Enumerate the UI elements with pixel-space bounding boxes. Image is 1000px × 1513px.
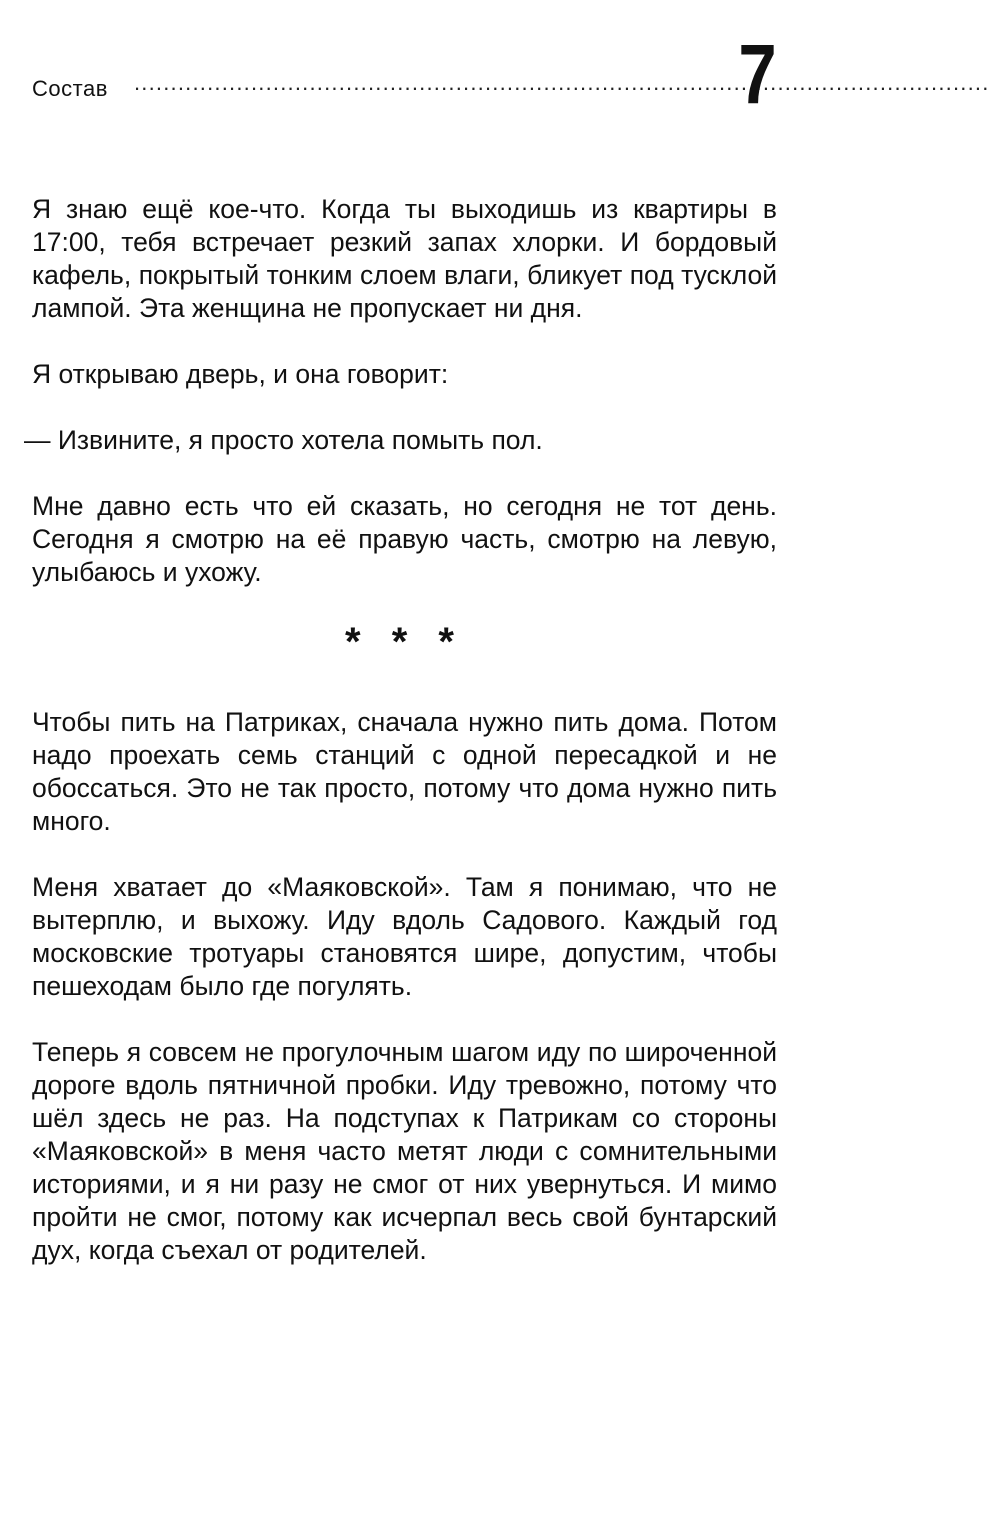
leader-dots: ..................................................................................................................... bbox=[134, 70, 990, 95]
section-title: Состав bbox=[32, 76, 108, 101]
page-body bbox=[24, 193, 777, 1300]
page-number: 7 bbox=[738, 27, 777, 121]
paragraph: Мне давно есть что ей сказать, но сегодня не тот день. Сегодня я смотрю на её правую часть, смотрю на левую, улыбаюсь и ухожу. bbox=[32, 491, 777, 587]
paragraph: Теперь я совсем не прогулочным шагом иду по широченной дороге вдоль пятничной пробки. Иду тревожно, потому что шёл здесь не раз. На подступах к Патрикам со стороны «Маяковской» в меня часто метят люди с сомнительными историями, и я ни разу не смог от них увернуться. И мимо пройти не смог, потому как исчерпал весь свой бунтарский дух, когда съехал от родителей. bbox=[32, 1037, 777, 1265]
paragraph: Чтобы пить на Патриках, сначала нужно пить дома. Потом надо проехать семь станций с одной пересадкой и не обоссаться. Это не так просто, потому что дома нужно пить много. bbox=[32, 707, 777, 836]
paragraph: Я открываю дверь, и она говорит: bbox=[32, 359, 449, 389]
section-separator: * * * bbox=[345, 620, 464, 664]
dialogue-line: — Извините, я просто хотела помыть пол. bbox=[24, 425, 543, 455]
paragraph: Меня хватает до «Маяковской». Там я понимаю, что не вытерплю, и выхожу. Иду вдоль Садового. Каждый год московские тротуары становятся шире, допустим, чтобы пешеходам было где погулять. bbox=[32, 872, 777, 1001]
paragraph: Я знаю ещё кое-что. Когда ты выходишь из квартиры в 17:00, тебя встречает резкий запах хлорки. И бордовый кафель, покрытый тонким слоем влаги, бликует под тусклой лампой. Эта женщина не пропускает ни дня. bbox=[32, 194, 777, 323]
running-header bbox=[32, 27, 990, 121]
